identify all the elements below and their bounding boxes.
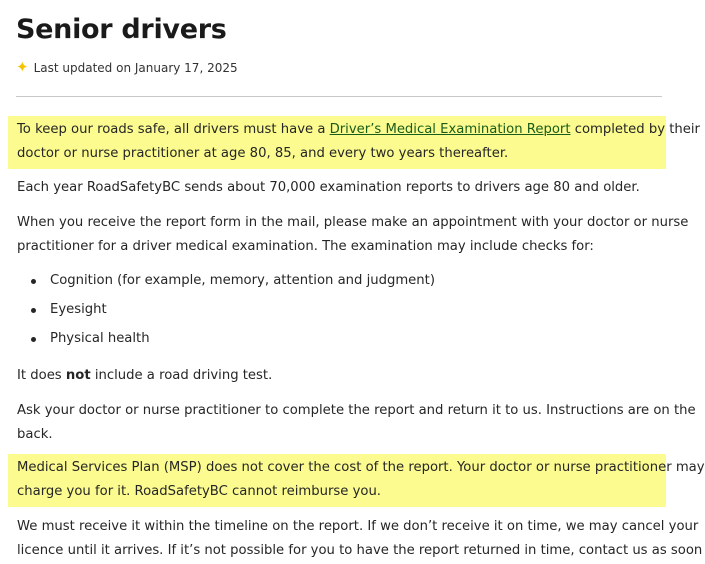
checks-list xyxy=(17,269,435,356)
timeline-paragraph-line-2: licence until it arrives. If it’s not possible for you to have the report returned in time, contact us as soon xyxy=(17,543,703,558)
appointment-paragraph-line-2: practitioner for a driver medical examination. The examination may include checks for: xyxy=(17,239,594,254)
list-item: Eyesight xyxy=(17,298,435,327)
bullet-icon xyxy=(31,337,36,342)
bullet-icon xyxy=(31,279,36,284)
msp-paragraph-line-1: Medical Services Plan (MSP) does not cover the cost of the report. Your doctor or nurse practitioner may xyxy=(17,460,705,475)
last-updated-text: Last updated on January 17, 2025 xyxy=(33,60,238,75)
list-item: Cognition (for example, memory, attention and judgment) xyxy=(17,269,435,298)
medical-report-link[interactable]: Driver’s Medical Examination Report xyxy=(329,122,571,137)
msp-paragraph-line-2: charge you for it. RoadSafetyBC cannot reimburse you. xyxy=(17,484,381,499)
instructions-paragraph-line-1: Ask your doctor or nurse practitioner to complete the report and return it to us. Instructions are on the xyxy=(17,403,696,418)
intro-paragraph-line-1: To keep our roads safe, all drivers must have a Driver’s Medical Examination Report completed by their xyxy=(17,122,700,137)
sparkle-icon: ✦ xyxy=(16,58,29,76)
bullet-icon xyxy=(31,308,36,313)
reports-count-paragraph: Each year RoadSafetyBC sends about 70,000 examination reports to drivers age 80 and older. xyxy=(17,180,640,195)
page-title: Senior drivers xyxy=(16,14,227,45)
instructions-paragraph-line-2: back. xyxy=(17,427,53,442)
list-item: Physical health xyxy=(17,327,435,356)
divider xyxy=(16,96,662,97)
appointment-paragraph-line-1: When you receive the report form in the mail, please make an appointment with your doctor or nurse xyxy=(17,215,689,230)
last-updated xyxy=(16,60,238,75)
timeline-paragraph-line-1: We must receive it within the timeline on the report. If we don’t receive it on time, we may cancel your xyxy=(17,519,699,534)
intro-paragraph-line-2: doctor or nurse practitioner at age 80, 85, and every two years thereafter. xyxy=(17,146,509,161)
no-road-test-paragraph: It does not include a road driving test. xyxy=(17,368,273,383)
